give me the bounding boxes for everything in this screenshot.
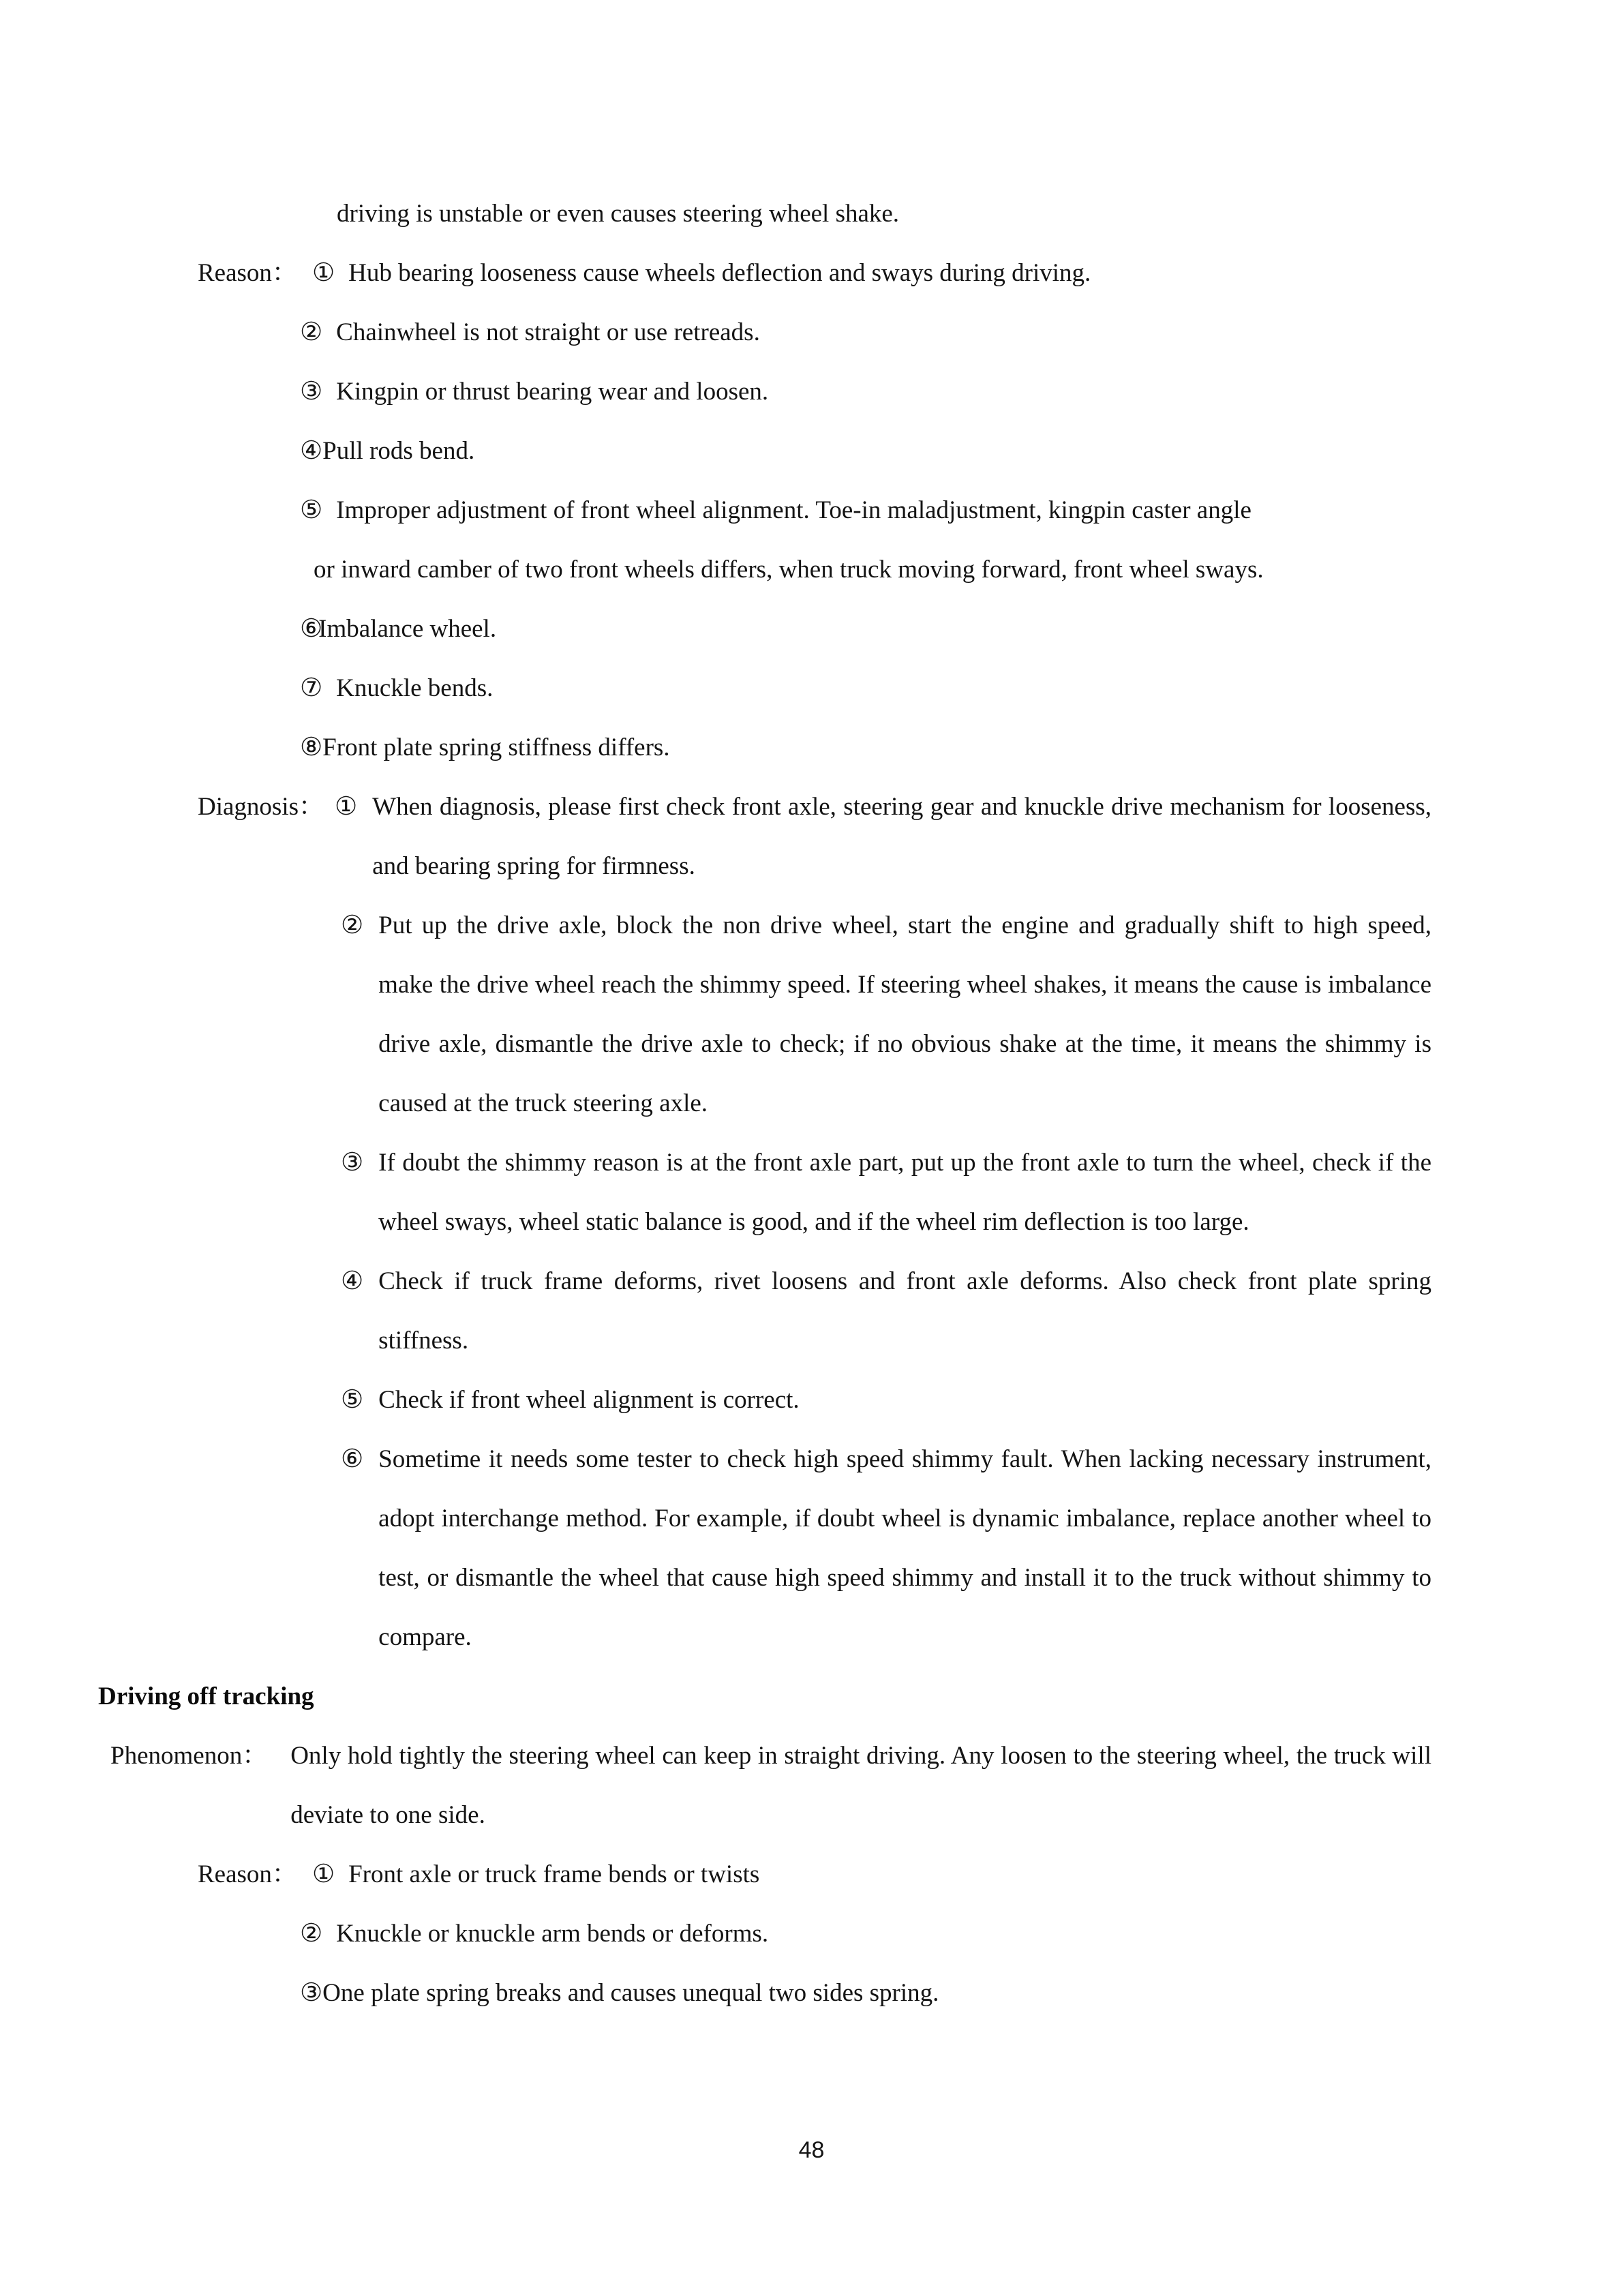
list-item: Knuckle bends. xyxy=(336,674,494,702)
list-item: When diagnosis, please first check front axle, steering gear and knuckle drive mechanism for looseness, and bearing spring for firmness. xyxy=(372,793,1431,880)
diagnosis-item-3 xyxy=(341,1133,1431,1252)
section-heading: Driving off tracking xyxy=(98,1682,314,1710)
phenomenon-label: Phenomenon： xyxy=(110,1742,268,1770)
list-item: Pull rods bend. xyxy=(322,437,475,465)
diagnosis-item-4 xyxy=(341,1252,1431,1370)
reason-2-item-3 xyxy=(300,1963,1431,2023)
reason-1-item-5 xyxy=(300,481,1431,540)
list-marker: ⑥ xyxy=(300,615,323,643)
reason-1-item-7 xyxy=(300,659,1431,718)
list-marker: ⑦ xyxy=(300,674,323,702)
page-content xyxy=(98,184,1431,2023)
list-item: Knuckle or knuckle arm bends or deforms. xyxy=(336,1920,769,1948)
list-marker: ② xyxy=(300,1920,323,1948)
list-item: One plate spring breaks and causes unequal two sides spring. xyxy=(322,1979,939,2007)
diagnosis-block-first-row xyxy=(198,777,1431,896)
list-item: Check if truck frame deforms, rivet loosens and front axle deforms. Also check front plate spring stiffness. xyxy=(378,1267,1431,1355)
phenomenon-block xyxy=(110,1726,1431,1845)
list-marker: ⑥ xyxy=(341,1445,364,1473)
list-item: Front plate spring stiffness differs. xyxy=(322,734,670,761)
diagnosis-item-6 xyxy=(341,1430,1431,1667)
list-marker: ③ xyxy=(300,1979,323,2007)
list-item: If doubt the shimmy reason is at the front axle part, put up the front axle to turn the wheel, check if the wheel sways, wheel static balance is good, and if the wheel rim deflection is too large. xyxy=(378,1149,1431,1236)
reason-1-item-2 xyxy=(300,303,1431,362)
reason-block-1-first-row xyxy=(198,243,1431,303)
list-item: Put up the drive axle, block the non drive wheel, start the engine and gradually shift to high speed, make the drive wheel reach the shimmy speed. If steering wheel shakes, it means the cause is imbalance drive axle, dismantle the drive axle to check; if no obvious shake at the time, it means the shimmy is caused at the truck steering axle. xyxy=(378,911,1431,1117)
intro-continuation-line: driving is unstable or even causes steering wheel shake. xyxy=(337,200,900,228)
reason-1-item-6 xyxy=(300,599,1431,659)
list-marker: ③ xyxy=(341,1149,364,1177)
list-item: Imbalance wheel. xyxy=(318,615,497,643)
reason-1-item-5-wrap: or inward camber of two front wheels differs, when truck moving forward, front wheel sways. xyxy=(314,556,1264,584)
list-marker: ① xyxy=(312,259,335,287)
reason-1-item-4 xyxy=(300,421,1431,481)
list-marker: ③ xyxy=(300,378,323,406)
diagnosis-item-5 xyxy=(341,1370,1431,1430)
reason-2-item-2 xyxy=(300,1904,1431,1963)
list-item: Improper adjustment of front wheel alignment. Toe-in maladjustment, kingpin caster angle xyxy=(336,496,1252,524)
list-marker: ④ xyxy=(300,437,323,465)
list-marker: ① xyxy=(312,1860,335,1888)
reason-1-item-3 xyxy=(300,362,1431,421)
reason-label-2: Reason： xyxy=(198,1860,297,1888)
list-marker: ② xyxy=(341,911,364,939)
reason-label-1: Reason： xyxy=(198,259,297,287)
list-item: Sometime it needs some tester to check high speed shimmy fault. When lacking necessary instrument, adopt interchange method. For example, if doubt wheel is dynamic imbalance, replace another wheel to test, or dismantle the wheel that cause high speed shimmy and install it to the truck without shimmy to compare. xyxy=(378,1445,1431,1651)
list-marker: ④ xyxy=(341,1267,364,1295)
list-marker: ⑤ xyxy=(300,496,323,524)
list-marker: ⑤ xyxy=(341,1386,364,1414)
list-item: Hub bearing looseness cause wheels deflection and sways during driving. xyxy=(348,259,1091,287)
list-item: Kingpin or thrust bearing wear and loosen. xyxy=(336,378,769,406)
list-item: Front axle or truck frame bends or twists xyxy=(348,1860,760,1888)
diagnosis-item-2 xyxy=(341,896,1431,1133)
list-marker: ⑧ xyxy=(300,734,323,761)
page-number: 48 xyxy=(798,2137,825,2163)
diagnosis-label: Diagnosis： xyxy=(198,793,324,821)
reason-1-item-8 xyxy=(300,718,1431,777)
phenomenon-text: Only hold tightly the steering wheel can keep in straight driving. Any loosen to the steering wheel, the truck will deviate to one side. xyxy=(290,1742,1431,1829)
list-marker: ① xyxy=(335,793,358,821)
list-item: Check if front wheel alignment is correct. xyxy=(378,1386,800,1414)
reason-block-2-first-row xyxy=(198,1845,1431,1904)
list-marker: ② xyxy=(300,318,323,346)
list-item: Chainwheel is not straight or use retreads. xyxy=(336,318,760,346)
